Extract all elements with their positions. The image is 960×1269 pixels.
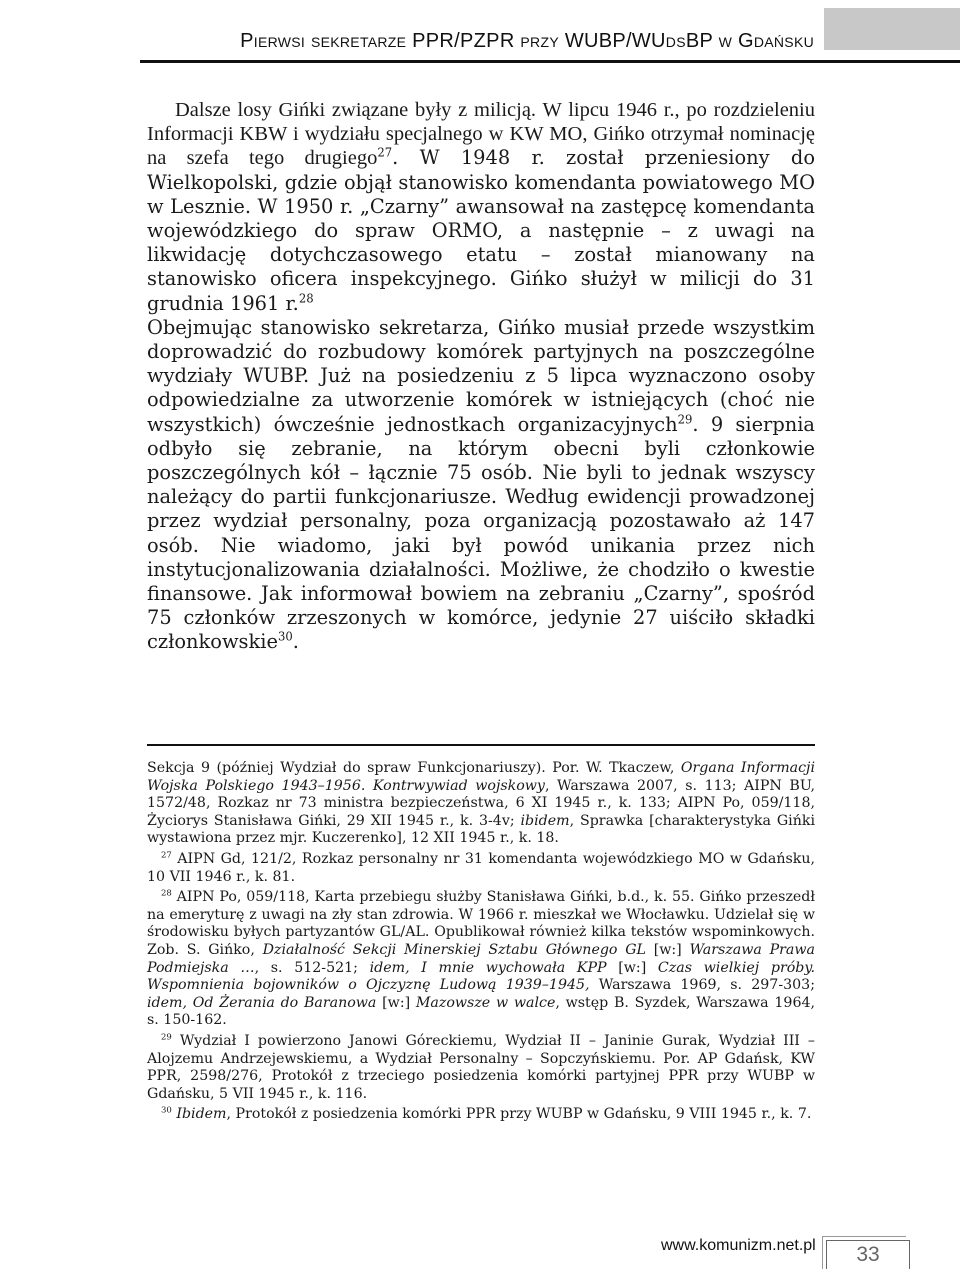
- footnote-30: [147, 1106, 815, 1124]
- footnote-ref-30[interactable]: 30: [277, 630, 293, 644]
- footnotes: [147, 760, 815, 1127]
- footnote-27-number: 27: [161, 850, 172, 861]
- paragraph-1-part-a: Dalsze losy Gińki związane były z milicją. W lipcu 1946 r., po rozdzieleniu Informacji KBW i wydziału specjalnego w KW MO, Gińko otrzymał nominację na szefa tego drugiego: [147, 99, 815, 170]
- corner-tab: [824, 8, 960, 50]
- fn28-text-g: , wstęp B. Syzdek, Warszawa 1964, s. 150-162.: [147, 994, 816, 1029]
- fn28-text-d: [w:]: [606, 959, 658, 976]
- fn28-text-b: [w:]: [645, 941, 690, 958]
- footnote-27-text: AIPN Gd, 121/2, Rozkaz personalny nr 31 komendanta wojewódzkiego MO w Gdańsku, 10 VII 1946 r., k. 81.: [147, 850, 815, 885]
- paragraph-1-part-b: . W 1948 r. został przeniesiony do Wielkopolski, gdzie objął stanowisko komendanta powiatowego MO w Lesznie. W 1950 r. „Czarny” awansował na zastępcę komendanta wojewódzkiego do spraw ORMO, a następnie – z uwagi na likwidację dotychczasowego etatu – został mianowany na stanowisko oficera inspekcyjnego. Gińko służył w milicji do 31 grudnia 1961 r.: [147, 146, 815, 315]
- header-rule: [140, 60, 960, 63]
- fn28-title-3: idem, I mnie wychowała KPP: [369, 959, 607, 976]
- fn28-title-6: Mazowsze w walce: [415, 994, 556, 1011]
- footnote-30-number: 30: [161, 1105, 172, 1116]
- footnote-27: [147, 851, 815, 886]
- footnote-28: [147, 889, 815, 1030]
- footnote-29-number: 29: [161, 1032, 172, 1043]
- fn-cont-text-c: , Sprawka [charakterystyka Gińki wystawiona przez mjr. Kuczerenko], 12 XII 1945 r., k. 18.: [147, 812, 815, 847]
- fn28-title-2: Warszawa Prawa Podmiejska …: [147, 941, 815, 976]
- fn-cont-text-b: , Warszawa 2007, s. 113; AIPN BU, 1572/48, Rozkaz nr 73 ministra bezpieczeństwa, 6 XI 1945 r., k. 133; AIPN Po, 059/118, Życiorys Stanisława Gińki, 29 XII 1945 r., k. 3-4v;: [147, 777, 815, 829]
- footnote-29-text: Wydział I powierzono Janowi Góreckiemu, Wydział II – Janinie Gurak, Wydział III – Alojzemu Andrzejewskiemu, a Wydział Personalny – Sopczyńskiemu. Por. AP Gdańsk, KW PPR, 2598/276, Protokół z trzeciego posiedzenia komórki partyjnej PPR przy WUBP w Gdańsku, 5 VII 1945 r., k. 116.: [147, 1032, 815, 1102]
- fn28-text-f: [w:]: [376, 994, 416, 1011]
- paragraph-2: [147, 316, 815, 655]
- footnote-separator: [147, 744, 815, 746]
- paragraph-1: [147, 98, 815, 316]
- fn28-text-c: , s. 512-521;: [254, 959, 370, 976]
- footnote-ref-28[interactable]: 28: [298, 291, 314, 306]
- fn28-text-e: Warszawa 1969, s. 297-303;: [589, 977, 815, 994]
- paragraph-2-end: .: [292, 630, 299, 654]
- site-url-link[interactable]: www.komunizm.net.pl: [661, 1237, 816, 1254]
- running-title: Pierwsi sekretarze PPR/PZPR przy WUBP/WUdsBP w Gdańsku: [240, 30, 814, 52]
- main-text: [147, 98, 815, 655]
- footnote-continuation: [147, 760, 815, 848]
- footnote-ref-27[interactable]: 27: [377, 145, 393, 160]
- fn28-title-4: Czas wielkiej próby. Wspomnienia bojowników o Ojczyznę Ludową 1939–1945,: [147, 959, 815, 994]
- fn28-title-5: idem, Od Żerania do Baranowa: [147, 994, 377, 1011]
- paragraph-2-part-b: . 9 sierpnia odbyło się zebranie, na którym obecni byli członkowie poszczególnych kół – łącznie 75 osób. Nie byli to jednak wszyscy należący do partii funkcjonariusze. Według ewidencji prowadzonej przez wydział personalny, poza organizacją pozostawało aż 147 osób. Nie wiadomo, jaki był powód unikania przez nich instytucjonalizowania działalności. Możliwe, że chodziło o kwestie finansowe. Jak informował bowiem na zebraniu „Czarny”, spośród 75 członków zrzeszonych w komórce, jedynie 27 uiściło składki członkowskie: [147, 412, 815, 654]
- page-number: 33: [856, 1243, 880, 1266]
- fn-cont-ibidem: ibidem: [520, 812, 570, 829]
- fn-cont-title: Organa Informacji Wojska Polskiego 1943–1956. Kontrwywiad wojskowy: [147, 760, 815, 794]
- footnote-30-text: , Protokół z posiedzenia komórki PPR przy WUBP w Gdańsku, 9 VIII 1945 r., k. 7.: [226, 1106, 812, 1123]
- fn28-title-1: Działalność Sekcji Minerskiej Sztabu Głównego GL: [262, 941, 646, 958]
- footnote-30-ibidem: Ibidem: [176, 1106, 227, 1123]
- footnote-28-number: 28: [161, 888, 172, 899]
- fn-cont-text-a: Sekcja 9 (później Wydział do spraw Funkcjonariuszy). Por. W. Tkaczew,: [147, 760, 681, 776]
- footnote-ref-29[interactable]: 29: [677, 412, 693, 427]
- fn28-text-a: AIPN Po, 059/118, Karta przebiegu służby Stanisława Gińki, b.d., k. 55. Gińko przeszedł na emeryturę z uwagi na zły stan zdrowia. W 1966 r. mieszkał we Włocławku. Udzielał się w środowisku byłych partyzantów GL/AL. Opublikował również kilka tekstów wspominkowych. Zob. S. Gińko,: [147, 889, 815, 958]
- footnote-29: [147, 1033, 815, 1103]
- paragraph-2-part-a: Obejmując stanowisko sekretarza, Gińko musiał przede wszystkim doprowadzić do rozbudowy komórek partyjnych na poszczególne wydziały WUBP. Już na posiedzeniu z 5 lipca wyznaczono osoby odpowiedzialne za utworzenie komórek w istniejących (choć nie wszystkich) ówcześnie jednostkach organizacyjnych: [147, 315, 815, 436]
